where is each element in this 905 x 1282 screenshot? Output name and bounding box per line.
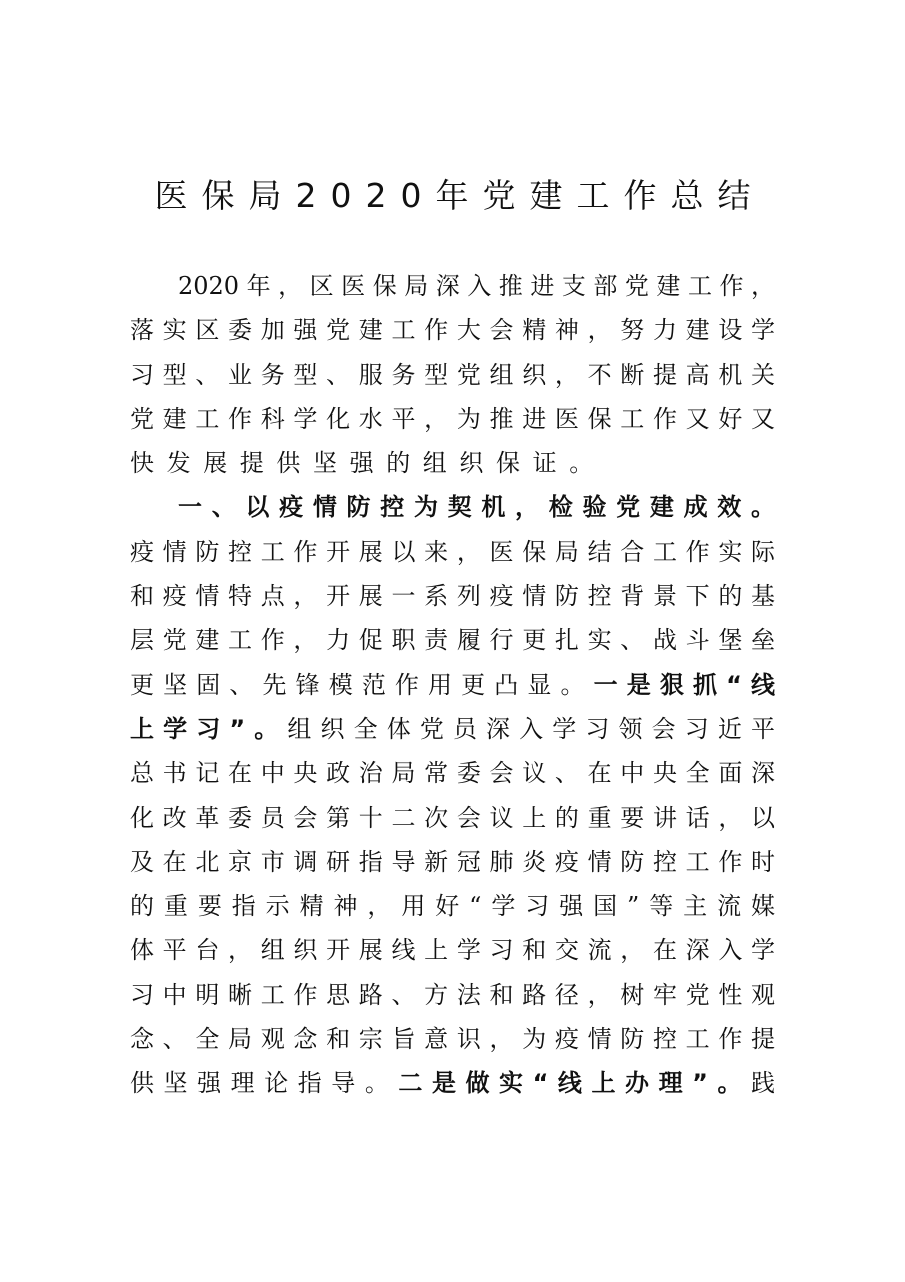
text-segment: 疫情防控工作开展以来，医保局结合工作实际 xyxy=(130,537,775,566)
text-line xyxy=(130,397,775,441)
text-segment: 组织全体党员深入学习领会习近平 xyxy=(287,714,775,743)
bold-text-segment: 一是狠抓“线 xyxy=(593,670,775,699)
text-line xyxy=(130,308,775,352)
text-line xyxy=(130,618,775,662)
text-segment: 念、全局观念和宗旨意识，为疫情防控工作提 xyxy=(130,1025,775,1054)
text-line xyxy=(130,884,775,928)
text-segment: 和疫情特点，开展一系列疫情防控背景下的基 xyxy=(130,582,775,611)
text-segment: 2020年，区医保局深入推进支部党建工作， xyxy=(178,272,775,300)
document-title: 医保局2020年党建工作总结 xyxy=(154,176,765,215)
text-line xyxy=(130,928,775,972)
text-segment: 及在北京市调研指导新冠肺炎疫情防控工作时 xyxy=(130,847,775,876)
text-segment: 快发展提供坚强的组织保证。 xyxy=(130,449,606,478)
text-line xyxy=(130,796,775,840)
bold-text-segment: 上学习”。 xyxy=(130,714,288,743)
bold-text-segment: 一、以疫情防控为契机，检验党建成效。 xyxy=(178,493,775,522)
text-line xyxy=(130,751,775,795)
text-line xyxy=(130,485,775,529)
text-line xyxy=(130,840,775,884)
text-segment: 更坚固、先锋模范作用更凸显。 xyxy=(130,670,594,699)
text-segment: 化改革委员会第十二次会议上的重要讲话，以 xyxy=(130,803,775,832)
text-line xyxy=(130,264,775,308)
text-segment: 的重要指示精神，用好“学习强国”等主流媒 xyxy=(130,892,775,921)
text-line xyxy=(130,707,775,751)
text-segment: 践 xyxy=(751,1069,775,1098)
bold-text-segment: 二是做实“线上办理”。 xyxy=(398,1069,752,1098)
text-line xyxy=(130,1017,775,1061)
text-segment: 体平台，组织开展线上学习和交流，在深入学 xyxy=(130,936,775,965)
text-line xyxy=(130,574,775,618)
text-segment: 落实区委加强党建工作大会精神，努力建设学 xyxy=(130,316,775,345)
text-segment: 供坚强理论指导。 xyxy=(130,1069,399,1098)
text-segment: 总书记在中央政治局常委会议、在中央全面深 xyxy=(130,759,775,788)
text-line xyxy=(130,353,775,397)
text-line xyxy=(130,663,775,707)
document-body xyxy=(130,264,775,1106)
text-segment: 习型、业务型、服务型党组织，不断提高机关 xyxy=(130,360,775,389)
text-line xyxy=(130,1061,775,1105)
text-segment: 层党建工作，力促职责履行更扎实、战斗堡垒 xyxy=(130,626,775,655)
text-line xyxy=(130,973,775,1017)
text-segment: 习中明晰工作思路、方法和路径，树牢党性观 xyxy=(130,980,775,1009)
text-line xyxy=(130,530,775,574)
text-segment: 党建工作科学化水平，为推进医保工作又好又 xyxy=(130,404,775,433)
text-line xyxy=(130,441,775,485)
